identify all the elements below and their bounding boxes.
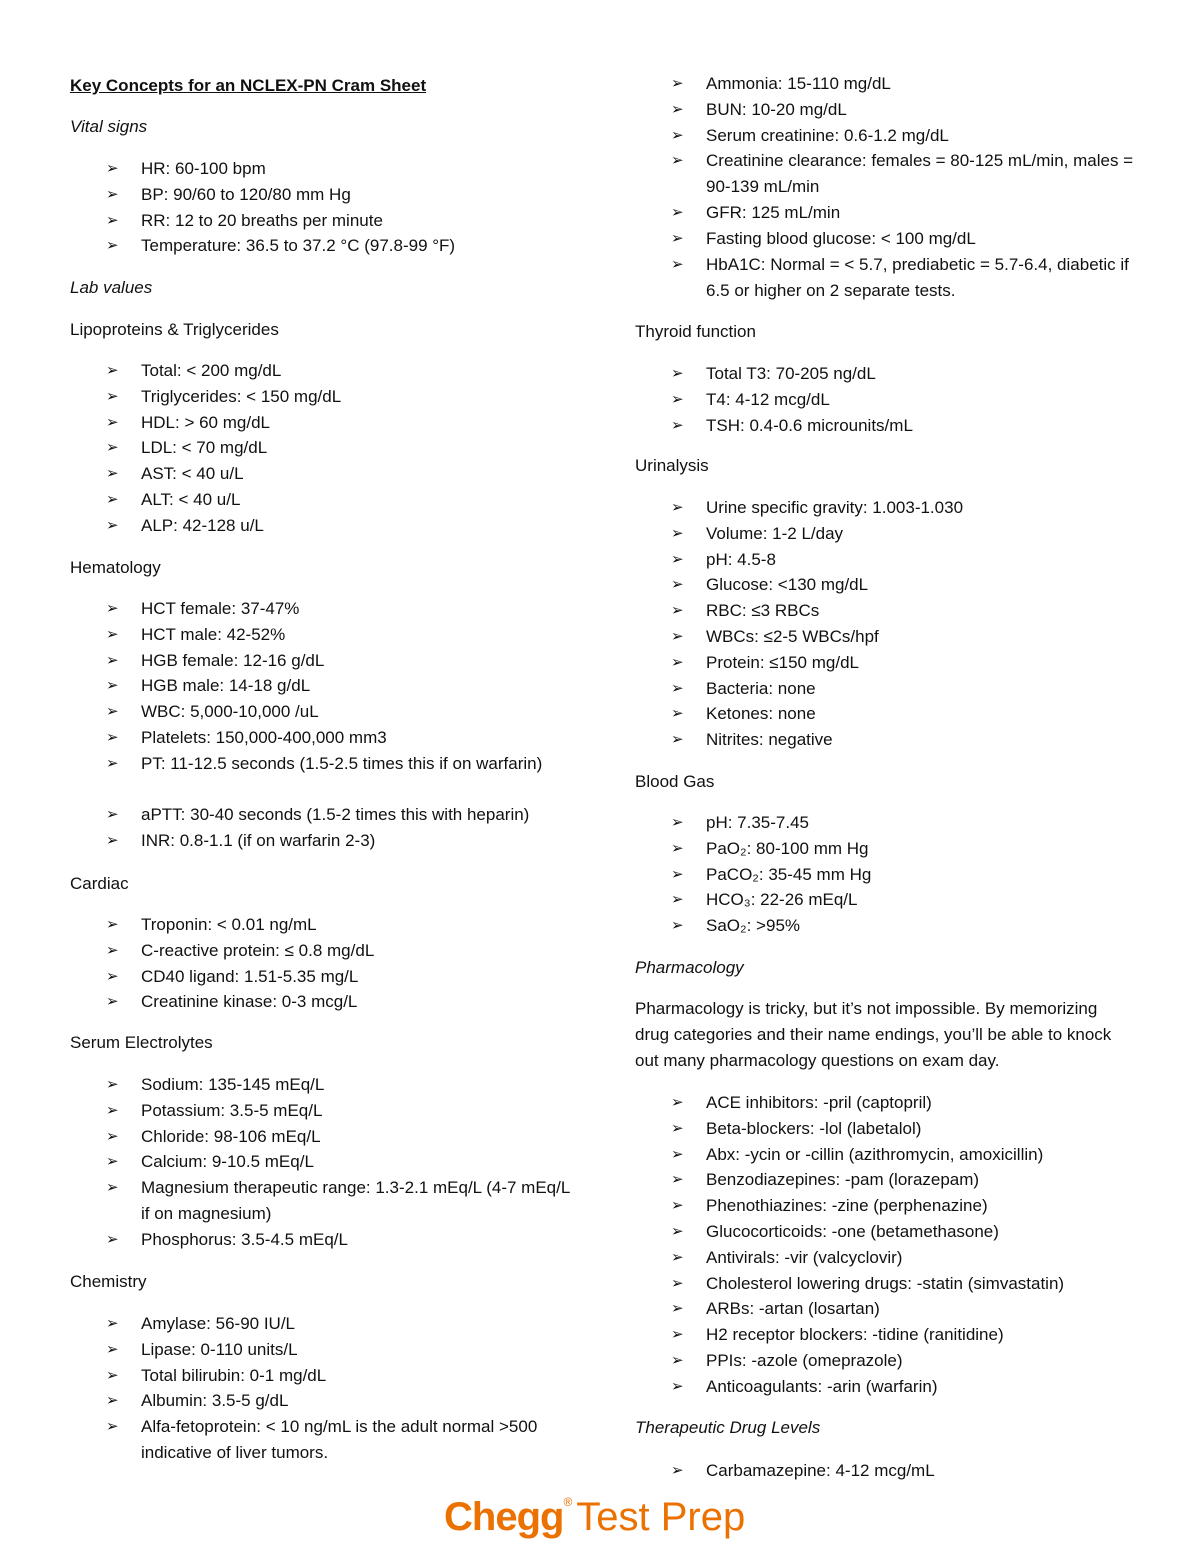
arrow-bullet-icon: ➢ xyxy=(671,126,684,144)
hematology-heading: Hematology xyxy=(70,558,161,577)
list-item-text: H2 receptor blockers: -tidine (ranitidine) xyxy=(706,1325,1004,1345)
list-item-text: ALT: < 40 u/L xyxy=(141,490,241,509)
arrow-bullet-icon: ➢ xyxy=(106,439,119,457)
arrow-bullet-icon: ➢ xyxy=(671,204,684,221)
list-item-text: T4: 4-12 mcg/dL xyxy=(706,389,830,409)
arrow-bullet-icon: ➢ xyxy=(106,1101,119,1119)
list-item-text: RR: 12 to 20 breaths per minute xyxy=(141,210,383,230)
list-item-text: Beta-blockers: -lol (labetalol) xyxy=(706,1118,922,1138)
arrow-bullet-icon: ➢ xyxy=(106,832,119,850)
list-item-text: Serum creatinine: 0.6-1.2 mg/dL xyxy=(706,125,949,145)
arrow-bullet-icon: ➢ xyxy=(106,703,119,721)
arrow-bullet-icon: ➢ xyxy=(106,1179,119,1197)
list-item-text: Magnesium therapeutic range: 1.3-2.1 mEq/L (4-7 mEq/L if on magnesium) xyxy=(141,1178,570,1224)
arrow-bullet-icon: ➢ xyxy=(671,1352,684,1369)
arrow-bullet-icon: ➢ xyxy=(106,465,119,483)
lipoproteins-heading: Lipoproteins & Triglycerides xyxy=(70,320,279,339)
cardiac-heading: Cardiac xyxy=(70,874,129,893)
lab-values-heading: Lab values xyxy=(70,278,153,297)
arrow-bullet-icon: ➢ xyxy=(671,731,684,749)
arrow-bullet-icon: ➢ xyxy=(106,1153,119,1171)
arrow-bullet-icon: ➢ xyxy=(106,1418,119,1436)
arrow-bullet-icon: ➢ xyxy=(671,255,684,273)
list-item-text: Benzodiazepines: -pam (lorazepam) xyxy=(706,1170,980,1190)
list-item-text: aPTT: 30-40 seconds (1.5-2 times this with heparin) xyxy=(141,805,530,825)
list-item-text: HR: 60-100 bpm xyxy=(141,159,266,178)
arrow-bullet-icon: ➢ xyxy=(106,1230,119,1248)
list-item-text: SaO₂: >95% xyxy=(706,916,801,936)
list-item-text: ARBs: -artan (losartan) xyxy=(706,1299,880,1319)
arrow-bullet-icon: ➢ xyxy=(671,152,684,170)
list-item-text: Potassium: 3.5-5 mEq/L xyxy=(141,1100,323,1120)
list-item-text: RBC: ≤3 RBCs xyxy=(706,601,820,621)
list-item-text: Carbamazepine: 4-12 mcg/mL xyxy=(706,1461,935,1480)
arrow-bullet-icon: ➢ xyxy=(106,1315,119,1332)
arrow-bullet-icon: ➢ xyxy=(106,993,119,1011)
arrow-bullet-icon: ➢ xyxy=(106,677,119,695)
list-item-text: Total T3: 70-205 ng/dL xyxy=(706,364,876,383)
list-item-text: C-reactive protein: ≤ 0.8 mg/dL xyxy=(141,940,375,960)
urinalysis-heading: Urinalysis xyxy=(635,456,709,475)
list-item-text: Phosphorus: 3.5-4.5 mEq/L xyxy=(141,1229,348,1249)
list-item-text: Urine specific gravity: 1.003-1.030 xyxy=(706,498,964,517)
arrow-bullet-icon: ➢ xyxy=(671,1119,684,1137)
list-item-text: Lipase: 0-110 units/L xyxy=(141,1339,298,1359)
list-item-text: ALP: 42-128 u/L xyxy=(141,515,264,535)
list-item-text: Cholesterol lowering drugs: -statin (simvastatin) xyxy=(706,1273,1065,1293)
arrow-bullet-icon: ➢ xyxy=(671,576,684,594)
arrow-bullet-icon: ➢ xyxy=(106,387,119,405)
arrow-bullet-icon: ➢ xyxy=(106,941,119,959)
arrow-bullet-icon: ➢ xyxy=(671,679,684,697)
vital-signs-heading: Vital signs xyxy=(70,117,148,136)
thyroid-heading: Thyroid function xyxy=(635,322,756,341)
arrow-bullet-icon: ➢ xyxy=(671,628,684,645)
list-item-text: pH: 4.5-8 xyxy=(706,549,776,569)
list-item-text: Alfa-fetoprotein: < 10 ng/mL is the adult normal >500 indicative of liver tumors. xyxy=(141,1417,538,1463)
logo-registered-mark: ® xyxy=(563,1495,573,1509)
pharmacology-heading: Pharmacology xyxy=(635,958,744,977)
list-item-text: HCT female: 37-47% xyxy=(141,599,300,618)
list-item-text: CD40 ligand: 1.51-5.35 mg/L xyxy=(141,966,359,986)
arrow-bullet-icon: ➢ xyxy=(106,211,119,229)
list-item-text: PPIs: -azole (omeprazole) xyxy=(706,1351,903,1370)
list-item-text: Bacteria: none xyxy=(706,678,816,698)
arrow-bullet-icon: ➢ xyxy=(106,1366,119,1384)
list-item-text: Triglycerides: < 150 mg/dL xyxy=(141,386,342,406)
arrow-bullet-icon: ➢ xyxy=(671,524,684,542)
arrow-bullet-icon: ➢ xyxy=(671,390,684,408)
arrow-bullet-icon: ➢ xyxy=(671,416,684,434)
list-item-text: HCO₃: 22-26 mEq/L xyxy=(706,890,858,910)
arrow-bullet-icon: ➢ xyxy=(106,1340,119,1358)
list-item-text: HGB male: 14-18 g/dL xyxy=(141,676,311,696)
list-item-text: Total: < 200 mg/dL xyxy=(141,361,282,380)
list-item-text: Volume: 1-2 L/day xyxy=(706,523,844,543)
list-item-text: PaCO₂: 35-45 mm Hg xyxy=(706,864,872,884)
list-item-text: Glucocorticoids: -one (betamethasone) xyxy=(706,1222,999,1241)
arrow-bullet-icon: ➢ xyxy=(671,365,684,382)
list-item-text: Glucose: <130 mg/dL xyxy=(706,575,869,595)
list-item-text: LDL: < 70 mg/dL xyxy=(141,438,268,458)
list-item-text: HCT male: 42-52% xyxy=(141,624,286,644)
list-item-text: ACE inhibitors: -pril (captopril) xyxy=(706,1093,932,1112)
list-item-text: Temperature: 36.5 to 37.2 °C (97.8-99 °F) xyxy=(141,236,456,256)
list-item-text: pH: 7.35-7.45 xyxy=(706,813,810,832)
arrow-bullet-icon: ➢ xyxy=(106,362,119,379)
list-item-text: Ketones: none xyxy=(706,704,816,724)
arrow-bullet-icon: ➢ xyxy=(106,1392,119,1410)
list-item-text: Phenothiazines: -zine (perphenazine) xyxy=(706,1196,988,1216)
arrow-bullet-icon: ➢ xyxy=(671,229,684,247)
list-item-text: HDL: > 60 mg/dL xyxy=(141,412,270,432)
list-item-text: Total bilirubin: 0-1 mg/dL xyxy=(141,1365,327,1385)
arrow-bullet-icon: ➢ xyxy=(671,865,684,883)
serum-electrolytes-heading: Serum Electrolytes xyxy=(70,1033,213,1052)
list-item-text: PT: 11-12.5 seconds (1.5-2.5 times this if on warfarin) xyxy=(141,753,543,773)
list-item-text: BUN: 10-20 mg/dL xyxy=(706,99,847,119)
list-item-text: HGB female: 12-16 g/dL xyxy=(141,650,325,670)
list-item-text: Creatinine clearance: females = 80-125 mL/min, males = 90-139 mL/min xyxy=(706,151,1134,197)
arrow-bullet-icon: ➢ xyxy=(106,516,119,534)
arrow-bullet-icon: ➢ xyxy=(106,729,119,746)
list-item-text: WBCs: ≤2-5 WBCs/hpf xyxy=(706,627,879,646)
arrow-bullet-icon: ➢ xyxy=(671,75,684,92)
arrow-bullet-icon: ➢ xyxy=(106,491,119,508)
list-item-text: Creatinine kinase: 0-3 mcg/L xyxy=(141,992,358,1012)
list-item-text: Chloride: 98-106 mEq/L xyxy=(141,1126,321,1146)
arrow-bullet-icon: ➢ xyxy=(671,839,684,857)
therapeutic-drug-levels-heading: Therapeutic Drug Levels xyxy=(635,1418,821,1437)
chemistry-heading: Chemistry xyxy=(70,1272,147,1291)
logo-brand: Chegg xyxy=(444,1495,564,1539)
arrow-bullet-icon: ➢ xyxy=(671,1274,684,1292)
list-item-text: INR: 0.8-1.1 (if on warfarin 2-3) xyxy=(141,831,376,851)
arrow-bullet-icon: ➢ xyxy=(106,185,119,203)
arrow-bullet-icon: ➢ xyxy=(106,967,119,985)
arrow-bullet-icon: ➢ xyxy=(671,1326,684,1344)
list-item-text: Troponin: < 0.01 ng/mL xyxy=(141,915,317,934)
list-item-text: Ammonia: 15-110 mg/dL xyxy=(706,74,891,93)
arrow-bullet-icon: ➢ xyxy=(106,754,119,772)
arrow-bullet-icon: ➢ xyxy=(671,1094,684,1111)
arrow-bullet-icon: ➢ xyxy=(671,602,684,620)
arrow-bullet-icon: ➢ xyxy=(106,1127,119,1145)
list-item-text: Albumin: 3.5-5 g/dL xyxy=(141,1391,289,1411)
arrow-bullet-icon: ➢ xyxy=(671,705,684,723)
list-item-text: WBC: 5,000-10,000 /uL xyxy=(141,702,319,722)
list-item-text: BP: 90/60 to 120/80 mm Hg xyxy=(141,184,351,204)
arrow-bullet-icon: ➢ xyxy=(671,1300,684,1318)
arrow-bullet-icon: ➢ xyxy=(106,237,119,255)
arrow-bullet-icon: ➢ xyxy=(671,1145,684,1163)
list-item-text: Fasting blood glucose: < 100 mg/dL xyxy=(706,228,976,248)
list-item-text: PaO₂: 80-100 mm Hg xyxy=(706,838,869,858)
list-item-text: HbA1C: Normal = < 5.7, prediabetic = 5.7-6.4, diabetic if 6.5 or higher on 2 separate tests. xyxy=(706,254,1129,300)
list-item-text: TSH: 0.4-0.6 microunits/mL xyxy=(706,415,913,435)
list-item-text: Abx: -ycin or -cillin (azithromycin, amoxicillin) xyxy=(706,1144,1044,1164)
list-item-text: Amylase: 56-90 IU/L xyxy=(141,1314,296,1333)
arrow-bullet-icon: ➢ xyxy=(671,1377,684,1395)
arrow-bullet-icon: ➢ xyxy=(671,814,684,831)
arrow-bullet-icon: ➢ xyxy=(106,413,119,431)
list-item-text: GFR: 125 mL/min xyxy=(706,203,841,222)
blood-gas-heading: Blood Gas xyxy=(635,772,715,791)
arrow-bullet-icon: ➢ xyxy=(106,625,119,643)
arrow-bullet-icon: ➢ xyxy=(106,160,119,177)
list-item-text: Calcium: 9-10.5 mEq/L xyxy=(141,1152,314,1172)
arrow-bullet-icon: ➢ xyxy=(671,1248,684,1266)
arrow-bullet-icon: ➢ xyxy=(671,1223,684,1240)
arrow-bullet-icon: ➢ xyxy=(106,806,119,824)
arrow-bullet-icon: ➢ xyxy=(106,916,119,933)
list-item-text: Nitrites: negative xyxy=(706,730,833,750)
arrow-bullet-icon: ➢ xyxy=(671,917,684,935)
list-item-text: Sodium: 135-145 mEq/L xyxy=(141,1075,325,1094)
arrow-bullet-icon: ➢ xyxy=(671,653,684,671)
arrow-bullet-icon: ➢ xyxy=(671,1171,684,1189)
arrow-bullet-icon: ➢ xyxy=(671,891,684,909)
arrow-bullet-icon: ➢ xyxy=(106,600,119,617)
chegg-test-prep-logo xyxy=(444,1495,764,1545)
list-item-text: Protein: ≤150 mg/dL xyxy=(706,652,859,672)
arrow-bullet-icon: ➢ xyxy=(106,1076,119,1093)
list-item-text: Platelets: 150,000-400,000 mm3 xyxy=(141,728,387,747)
logo-product: Test Prep xyxy=(576,1495,746,1539)
pharmacology-paragraph: Pharmacology is tricky, but it’s not impossible. By memorizing drug categories and their name endings, you’ll be able to knock out many pharmacology questions on exam day. xyxy=(635,999,1112,1070)
page-title: Key Concepts for an NCLEX-PN Cram Sheet xyxy=(70,76,427,95)
arrow-bullet-icon: ➢ xyxy=(671,499,684,516)
list-item-text: AST: < 40 u/L xyxy=(141,464,244,484)
arrow-bullet-icon: ➢ xyxy=(671,1462,684,1479)
arrow-bullet-icon: ➢ xyxy=(106,651,119,669)
list-item-text: Antivirals: -vir (valcyclovir) xyxy=(706,1247,903,1267)
arrow-bullet-icon: ➢ xyxy=(671,550,684,568)
arrow-bullet-icon: ➢ xyxy=(671,1197,684,1215)
arrow-bullet-icon: ➢ xyxy=(671,100,684,118)
list-item-text: Anticoagulants: -arin (warfarin) xyxy=(706,1376,938,1396)
